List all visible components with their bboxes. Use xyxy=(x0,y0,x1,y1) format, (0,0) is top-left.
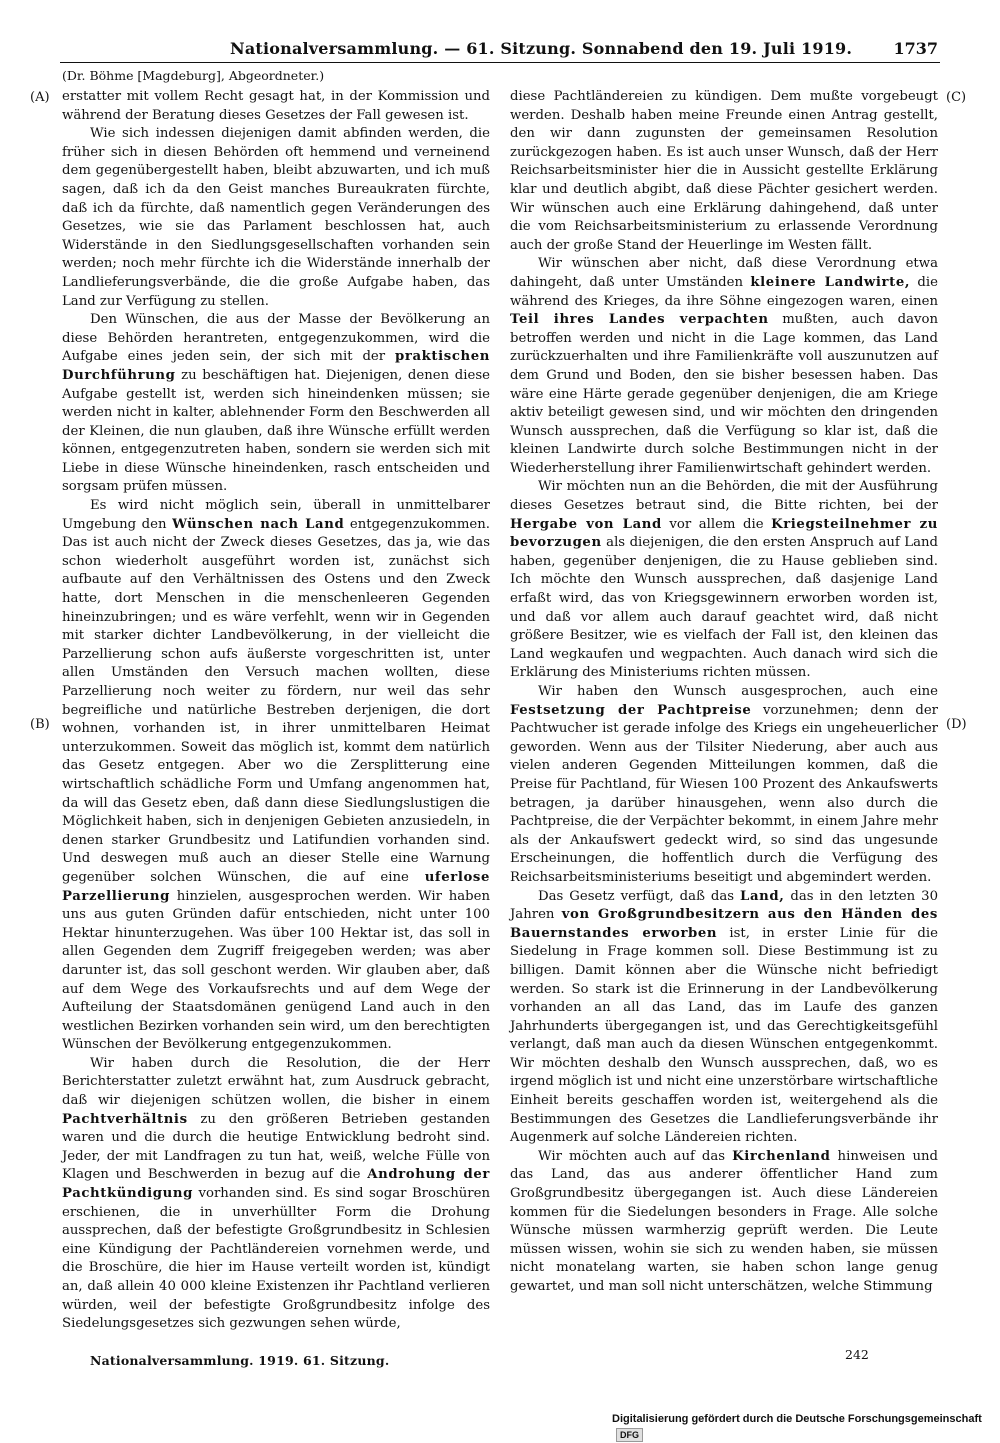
footer-sitting-line: Nationalversammlung. 1919. 61. Sitzung. xyxy=(90,1353,390,1368)
right-paragraph-2 xyxy=(510,255,938,478)
right-p2-emphasis-2: Teil ihres Landes verpachten xyxy=(510,312,769,328)
right-p5-emphasis-1: Land, xyxy=(740,888,785,904)
right-p3-emphasis-1: Hergabe von Land xyxy=(510,516,662,532)
right-p5-text-a: Das Gesetz verfügt, daß das xyxy=(538,888,735,904)
left-p3-text-a: Den Wünschen, die aus der Masse der Bevölkerung an diese Behörden herantreten, entgegenzukommen, wird die Aufgabe eines jeden sein, der sich mit der xyxy=(62,312,490,365)
running-title: Nationalversammlung. — 61. Sitzung. Sonnabend den 19. Juli 1919. xyxy=(230,39,853,58)
dfg-logo: DFG xyxy=(616,1428,643,1442)
left-p5-text-e: vorhanden sind. Es sind sogar Broschüren erschienen, die in unverhüllter Form die Drohung aussprechen, daß der befestigte Großgrundbesitz in Schlesien eine Kündigung der Pachtländereien vornehmen werde, und die Broschüre, die hier im Hause verteilt worden ist, kündigt an, daß allein 40 000 kleine Existenzen ihr Pachtland verlieren würden, weil der befestigte Großgrundbesitz infolge des Siedelungsgesetzes sich gezwungen sehen würde, xyxy=(62,1186,490,1332)
right-paragraph-5 xyxy=(510,888,938,1148)
right-p4-text-c: vorzunehmen; denn der Pachtwucher ist gerade infolge des Kriegs ein ungeheuerlicher geworden. Wenn aus der Tilsiter Niederung, aber auch aus vielen anderen Gegenden Mitteilungen kommen, daß die Preise für Pachtland, für Wiesen 100 Prozent des Ankaufswerts betragen, ja darüber hinausgehen, wenn also durch die Pachtpreise, die der Verpächter bekommt, in einem Jahre mehr als der Ankaufswert gedeckt wird, so sind das ungesunde Erscheinungen, die hoffentlich durch die Verfügung des Reichsarbeitsministeriums beseitigt und abgemindert werden. xyxy=(510,702,938,885)
right-p6-text-a: Wir möchten auch auf das xyxy=(538,1148,726,1164)
right-p3-text-c: vor allem die xyxy=(669,516,764,532)
left-paragraph-3 xyxy=(62,311,490,497)
left-paragraph-4 xyxy=(62,497,490,1055)
digitization-credit xyxy=(612,1411,1000,1440)
right-p4-emphasis: Festsetzung der Pachtpreise xyxy=(510,702,752,718)
left-paragraph-1 xyxy=(62,88,490,125)
left-p4-text-a: Es wird nicht möglich sein, überall in unmittelbarer Umgebung den xyxy=(62,498,490,532)
right-p3-emphasis-2: Kriegsteilnehmer zu bevorzugen xyxy=(510,516,938,551)
margin-mark-a: (A) xyxy=(30,90,50,105)
right-p5-text-e: ist, in erster Linie für die Siedelung in Frage kommen soll. Diese Bestimmung ist zu billigen. Damit können aber die Wünsche nicht befriedigt werden. So stark ist die Erinnerung in der Landbevölkerung vorhanden an all das Land, das im Laufe des ganzen Jahrhunderts übergegangen ist, und das Gerechtigkeitsgefühl verlangt, daß man auch da diesen Wünschen entgegenkommt. Wir möchten deshalb den Wunsch aussprechen, daß, wo es irgend möglich ist und nicht eine unzerstörbare wirtschaftliche Einheit bereits geschaffen worden ist, weitergehend als die Bestimmungen des Gesetzes die Landlieferungsverbände ihr Augenmerk auf solche Ländereien richten. xyxy=(510,925,938,1146)
digitization-credit-text: Digitalisierung gefördert durch die Deutsche Forschungsgemeinschaft xyxy=(612,1413,982,1425)
right-p2-emphasis-1: kleinere Landwirte, xyxy=(750,274,911,290)
right-p2-text-e: mußten, auch davon betroffen werden und nicht in die Lage kommen, das Land zurückzuerhalten und ihre Familienkräfte voll auszunutzen auf dem Grund und Boden, den sie bisher besessen haben. Das wäre eine Härte gerade gegenüber denjenigen, die am Kriege aktiv beteiligt gewesen sind, und wir möchten den dringenden Wunsch aussprechen, daß die Verfügung so klar ist, daß die kleinen Landwirte durch solche Bestimmungen nicht in der Wiederherstellung ihrer Familienwirtschaft gehindert werden. xyxy=(510,312,938,476)
left-paragraph-2 xyxy=(62,125,490,311)
right-paragraph-4 xyxy=(510,683,938,888)
left-p4-text-c: entgegenzukommen. Das ist auch nicht der Zweck dieses Gesetzes, das ja, wie das schon wiederholt ausgeführt worden ist, zunächst sich aufbaute auf den Verhältnissen des Ostens und den Zweck hatte, dort Menschen in die menschenleeren Gegenden hineinzubringen; und es wäre verfehlt, wenn wir in Gegenden mit starker dichter Landbevölkerung, in der vielleicht die Parzellierung schon aufs äußerste vorgeschritten ist, unter allen Umständen den Versuch machen wollten, diese Parzellierung noch weiter zu fördern, nur weil das sehr begreifliche und natürliche Bestreben derjenigen, die dort wohnen, vorhanden ist, in ihrer unmittelbaren Heimat unterzukommen. Soweit das möglich ist, kommt dem natürlich das Gesetz entgegen. Aber wo die Zersplitterung eine wirtschaftlich schädliche Form und Umfang angenommen hat, da will das Gesetz eben, daß dann diese Siedlungslustigen die Möglichkeit haben, sich in denjenigen Gebieten anzusiedeln, in denen starker Grundbesitz und Latifundien vorhanden sind. Und deswegen muß auch an dieser Stelle eine Warnung gegenüber solchen Wünschen, die auf eine xyxy=(62,516,491,885)
margin-mark-c: (C) xyxy=(946,90,967,105)
left-paragraph-5 xyxy=(62,1055,490,1334)
left-p1-text: erstatter mit vollem Recht gesagt hat, in der Kommission und während der Beratung dieses Gesetzes der Fall gewesen ist. xyxy=(62,89,490,123)
right-p5-emphasis-2: von Großgrundbesitzern aus den Händen des Bauernstandes erworben xyxy=(510,907,938,941)
margin-mark-d: (D) xyxy=(946,717,967,732)
right-paragraph-3 xyxy=(510,478,938,683)
right-p2-text-c: die während des Krieges, da ihre Söhne eingezogen waren, einen xyxy=(510,274,938,309)
left-column xyxy=(62,88,490,1334)
left-p5-emphasis-2: Androhung der Pachtkündigung xyxy=(62,1167,490,1202)
margin-mark-b: (B) xyxy=(30,717,50,732)
sheet-signature: 242 xyxy=(845,1347,869,1362)
left-p2-text: Wie sich indessen diejenigen damit abfinden werden, die früher sich in diesen Behörden oft hemmend und verneinend dem gegenübergestellt haben, bleibt abzuwarten, und ich muß sagen, daß ich da den Geist manches Bureaukraten fürchte, daß ich da fürchte, daß namentlich gegen Veränderungen des Gesetzes, wie sie das Parlament beschlossen hat, auch Widerstände in den Siedlungsgesellschaften vorhanden sein werden; noch mehr fürchte ich die Widerstände innerhalb der Landlieferungsverbände, die die große Aufgabe haben, das Land zur Verfügung zu stellen. xyxy=(62,126,490,309)
right-paragraph-6 xyxy=(510,1148,938,1297)
left-p4-emphasis-2: uferlose Parzellierung xyxy=(62,869,490,904)
right-paragraph-1 xyxy=(510,88,938,255)
right-p3-text-a: Wir möchten nun an die Behörden, die mit der Ausführung dieses Gesetzes betraut sind, die Bitte richten, bei der xyxy=(510,479,938,514)
left-p5-emphasis-1: Pachtverhältnis xyxy=(62,1111,188,1127)
speaker-line: (Dr. Böhme [Magdeburg], Abgeordneter.) xyxy=(62,68,325,83)
right-p3-text-e: als diejenigen, die den ersten Anspruch auf Land haben, gegenüber denjenigen, die zu Hause geblieben sind. Ich möchte den Wunsch aussprechen, daß dasjenige Land erfaßt wird, das von Kriegsgewinnern erworben worden ist, und daß vor allem auch darauf geachtet wird, daß nicht größere Besitzer, wie es vielfach der Fall ist, den kleinen das Land wegkaufen und wegpachten. Auch danach wird sich die Erklärung des Ministeriums richten müssen. xyxy=(510,535,938,681)
page-header xyxy=(60,38,940,63)
left-p5-text-c: zu den größeren Betrieben gestanden waren und die durch die heutige Entwicklung bedroht sind. Jeder, der mit Landfragen zu tun hat, weiß, welche Fülle von Klagen und Beschwerden in bezug auf die xyxy=(62,1111,490,1183)
left-p3-emphasis: praktischen Durchführung xyxy=(62,349,491,383)
right-p1-text: diese Pachtländereien zu kündigen. Dem mußte vorgebeugt werden. Deshalb haben meine Freunde einen Antrag gestellt, den wir dann zugunsten der gemeinsamen Resolution zurückgezogen haben. Es ist auch unser Wunsch, daß der Herr Reichsarbeitsminister hier die in Aussicht gestellte Erklärung klar und deutlich abgibt, daß diese Pächter gesichert werden. Wir wünschen auch eine Erklärung dahingehend, daß unter die vom Reichsarbeitsministerium zu erlassende Verordnung auch der große Stand der Heuerlinge im Westen fällt. xyxy=(510,89,938,253)
page-number: 1737 xyxy=(893,39,938,58)
left-p3-text-c: zu beschäftigen hat. Diejenigen, denen diese Aufgabe gestellt ist, werden sich hineindenken müssen; sie werden nicht in kalter, ablehnender Form den Beschwerden all der Kleinen, die nun glauben, daß ihre Wünsche erfüllt werden können, entgegenzutreten haben, sondern sie werden sich mit Liebe in diese Wünsche hineindenken, rasch entscheiden und sorgsam prüfen müssen. xyxy=(62,367,490,495)
right-p5-text-c: das in den letzten 30 Jahren xyxy=(510,888,939,923)
left-p4-emphasis-1: Wünschen nach Land xyxy=(172,516,345,532)
left-p4-text-e: hinzielen, ausgesprochen werden. Wir haben uns aus guten Gründen dafür entschieden, nicht unter 100 Hektar hinunterzugehen. Was über 100 Hektar ist, das soll in allen Gegenden dem Zugriff freigegeben werden; was aber darunter ist, das soll geschont werden. Wir glauben aber, daß auf dem Wege des Vorkaufsrechts und auf dem Wege der Aufteilung der Staatsdomänen genügend Land auch in den westlichen Bezirken vorhanden sein wird, um den berechtigten Wünschen der Bevölkerung entgegenzukommen. xyxy=(62,888,490,1053)
right-p2-text-a: Wir wünschen aber nicht, daß diese Verordnung etwa dahingeht, daß unter Umständen xyxy=(510,256,938,290)
right-p6-emphasis: Kirchenland xyxy=(732,1148,831,1164)
left-p5-text-a: Wir haben durch die Resolution, die der Herr Berichterstatter zuletzt erwähnt hat, zum Ausdruck gebracht, daß wir diejenigen schützen wollen, die bisher in einem xyxy=(62,1055,490,1109)
right-column xyxy=(510,88,938,1297)
right-p4-text-a: Wir haben den Wunsch ausgesprochen, auch eine xyxy=(538,684,938,699)
right-p6-text-c: hinweisen und das Land, das aus anderer öffentlicher Hand zum Großgrundbesitz übergegangen ist. Auch diese Ländereien kommen für die Siedelungen besonders in Frage. Alle solche Wünsche müssen warmherzig geprüft werden. Die Leute müssen wissen, wohin sie sich zu wenden haben, sie müssen nicht monatelang warten, sie haben schon lange genug gewartet, und man soll nicht unterschätzen, welche Stimmung xyxy=(510,1148,939,1294)
